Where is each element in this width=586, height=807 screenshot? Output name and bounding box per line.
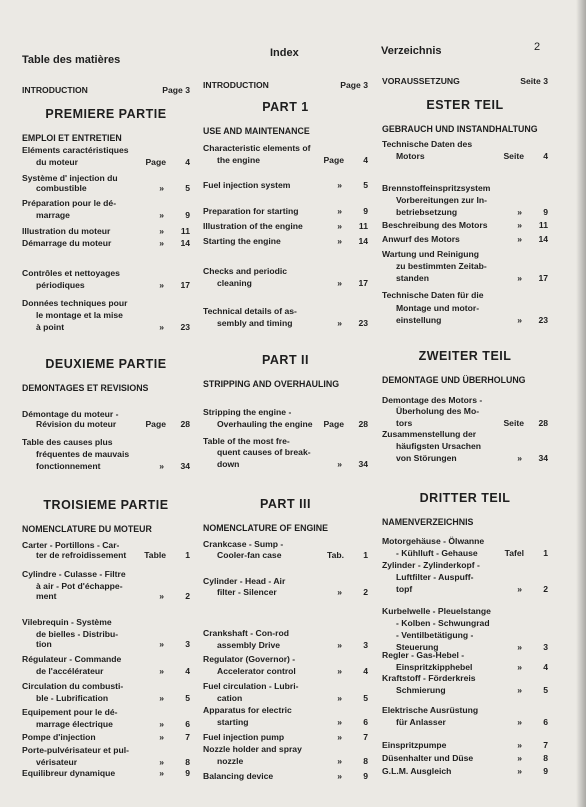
entry-page: 28 [538,418,548,428]
entry-line: Cylindre - Culasse - Filtre [22,569,126,579]
entry-marker: » [337,459,342,469]
entry-line: Préparation pour le dé- [22,198,117,208]
entry-marker: » [159,226,164,236]
entry-line: Carter - Portillons - Car- [22,540,120,550]
entry-line: Fuel injection system [203,180,291,190]
entry-line: Equilibreur dynamique [22,768,116,778]
entry-line: - Ventilbetätigung - [396,630,474,640]
entry-line: starting [217,717,249,727]
entry-marker: » [159,693,164,703]
entry-page: 9 [185,210,190,220]
entry-line: topf [396,584,413,594]
page-edge-shadow [576,0,586,807]
entry-line: Luftfilter - Auspuff- [396,572,474,582]
entry-marker: Page [145,157,166,167]
entry-line: marrage électrique [36,719,113,729]
entry-line: Kurbelwelle - Pleuelstange [382,606,491,616]
entry-marker: » [159,280,164,290]
entry-page: 1 [185,550,190,560]
entry-line: de l'accélérateur [36,666,104,676]
entry-line: Stripping the engine - [203,407,292,417]
entry-line: Contrôles et nettoyages [22,268,120,278]
part-subtitle: NAMENVERZEICHNIS [382,517,474,527]
entry-line: Motors [396,151,425,161]
entry-marker: » [337,666,342,676]
entry-line: ment [36,591,57,601]
entry-marker: » [159,461,164,471]
entry-line: Vorbereitungen zur In- [396,195,488,205]
entry-line: Circulation du combusti- [22,681,124,691]
entry-line: Preparation for starting [203,206,299,216]
entry-line: Einspritzkipphebel [396,662,473,672]
entry-marker: » [159,732,164,742]
entry-page: 2 [185,591,190,601]
part-title: PART 1 [262,100,309,114]
entry-line: Regler - Gas-Hebel - [382,650,465,660]
entry-page: 3 [185,639,190,649]
entry-marker: » [517,453,522,463]
entry-page: 4 [363,155,368,165]
intro-page: Page 3 [340,80,368,90]
entry-line: cleaning [217,278,252,288]
entry-page: 34 [358,459,368,469]
entry-marker: » [337,732,342,742]
entry-marker: » [337,587,342,597]
entry-page: 1 [543,548,548,558]
intro-label: INTRODUCTION [22,85,88,95]
entry-page: 5 [185,693,190,703]
entry-page: 3 [543,642,548,652]
entry-marker: » [517,207,522,217]
entry-line: nozzle [217,756,244,766]
header-french: Table des matières [22,54,121,66]
entry-line: Technical details of as- [203,306,297,316]
entry-page: 5 [185,183,190,193]
entry-line: à air - Pot d'échappe- [36,581,123,591]
entry-line: périodiques [36,280,85,290]
entry-marker: Page [145,419,166,429]
entry-page: 5 [363,180,368,190]
entry-page: 2 [543,584,548,594]
entry-marker: » [517,642,522,652]
entry-line: Révision du moteur [36,419,117,429]
entry-line: Apparatus for electric [203,705,292,715]
entry-line: Pompe d'injection [22,732,96,742]
part-title: PART II [261,353,310,367]
entry-marker: » [337,693,342,703]
entry-line: filter - Silencer [217,587,277,597]
entry-page: 4 [185,157,190,167]
entry-line: Einspritzpumpe [382,740,447,750]
entry-marker: » [337,206,342,216]
entry-line: quent causes of break- [217,447,311,457]
entry-page: 4 [185,666,190,676]
part-title: PREMIERE PARTIE [45,107,167,121]
entry-line: Cylinder - Head - Air [203,576,286,586]
entry-marker: » [159,666,164,676]
entry-line: Düsenhalter und Düse [382,753,474,763]
entry-page: 23 [358,318,368,328]
entry-marker: » [517,234,522,244]
entry-line: ter de refroidissement [36,550,127,560]
entry-marker: Seite [503,151,524,161]
entry-marker: » [159,183,164,193]
entry-page: 4 [543,662,548,672]
entry-line: Starting the engine [203,236,281,246]
entry-line: zu bestimmten Zeitab- [396,261,487,271]
intro-page: Seite 3 [520,76,548,86]
entry-page: 11 [538,220,548,230]
part-title: ESTER TEIL [426,98,504,112]
entry-page: 9 [543,207,548,217]
entry-line: Checks and periodic [203,266,288,276]
entry-line: Characteristic elements of [203,143,311,153]
entry-line: betriebsetzung [396,207,458,217]
entry-page: 2 [363,587,368,597]
entry-page: 5 [543,685,548,695]
entry-page: 6 [185,719,190,729]
entry-page: 9 [363,771,368,781]
entry-line: Equipement pour le dé- [22,707,118,717]
entry-line: tion [36,639,52,649]
entry-page: 7 [363,732,368,742]
entry-line: Beschreibung des Motors [382,220,488,230]
header-english: Index [270,47,299,59]
part-subtitle: DEMONTAGES ET REVISIONS [22,383,149,393]
entry-page: 23 [538,315,548,325]
entry-line: Elektrische Ausrüstung [382,705,479,715]
entry-page: 17 [180,280,190,290]
entry-marker: » [159,591,164,601]
entry-page: 6 [363,717,368,727]
entry-line: Illustration du moteur [22,226,111,236]
entry-page: 9 [185,768,190,778]
entry-marker: » [517,662,522,672]
entry-line: - Kolben - Schwungrad [396,618,490,628]
part-subtitle: DEMONTAGE UND ÜBERHOLUNG [382,375,526,385]
entry-page: 14 [358,236,368,246]
entry-page: 14 [538,234,548,244]
entry-line: the engine [217,155,260,165]
entry-line: le montage et la mise [36,310,123,320]
entry-marker: » [517,740,522,750]
entry-line: à point [36,322,65,332]
entry-marker: Page [323,419,344,429]
entry-marker: » [517,753,522,763]
entry-page: 9 [543,766,548,776]
intro-label: INTRODUCTION [203,80,269,90]
entry-line: Technische Daten für die [382,290,484,300]
entry-line: Motorgehäuse - Ölwanne [382,536,485,546]
entry-line: G.L.M. Ausgleich [382,766,452,776]
entry-line: ble - Lubrification [36,693,109,703]
entry-marker: » [159,639,164,649]
entry-line: Demontage des Motors - [382,395,483,405]
entry-line: Porte-pulvérisateur et pul- [22,745,129,755]
entry-page: 4 [543,151,548,161]
entry-page: 17 [358,278,368,288]
entry-line: Balancing device [203,771,274,781]
entry-line: Fuel injection pump [203,732,285,742]
entry-line: einstellung [396,315,442,325]
entry-line: tors [396,418,413,428]
entry-marker: » [159,757,164,767]
part-subtitle: NOMENCLATURE OF ENGINE [203,523,328,533]
entry-line: Zusammenstellung der [382,429,477,439]
entry-line: Anwurf des Motors [382,234,460,244]
entry-line: Steuerung [396,642,439,652]
entry-line: Démontage du moteur - [22,409,119,419]
entry-line: marrage [36,210,70,220]
entry-marker: » [517,273,522,283]
entry-marker: » [159,719,164,729]
entry-page: 8 [185,757,190,767]
entry-line: Vilebrequin - Système [22,617,112,627]
entry-marker: » [337,180,342,190]
entry-line: Überholung des Mo- [396,406,480,416]
part-subtitle: USE AND MAINTENANCE [203,126,310,136]
entry-line: Technische Daten des [382,139,473,149]
entry-page: 11 [358,221,368,231]
entry-marker: » [337,221,342,231]
entry-marker: » [337,318,342,328]
entry-marker: Page [323,155,344,165]
entry-page: 17 [538,273,548,283]
entry-line: vérisateur [36,757,78,767]
entry-line: down [217,459,240,469]
entry-marker: » [517,220,522,230]
entry-line: standen [396,273,429,283]
entry-line: Crankshaft - Con-rod [203,628,289,638]
entry-line: Accelerator control [217,666,296,676]
entry-marker: » [517,584,522,594]
entry-line: Zylinder - Zylinderkopf - [382,560,480,570]
entry-marker: » [159,322,164,332]
intro-page: Page 3 [162,85,190,95]
entry-line: Kraftstoff - Förderkreis [382,673,476,683]
part-title: DRITTER TEIL [419,491,511,505]
entry-page: 28 [180,419,190,429]
entry-line: de bielles - Distribu- [36,629,119,639]
entry-page: 3 [363,640,368,650]
entry-marker: » [337,717,342,727]
entry-line: combustible [36,183,87,193]
header-german: Verzeichnis [381,45,442,57]
part-title: ZWEITER TEIL [418,349,512,363]
entry-marker: » [159,768,164,778]
entry-line: cation [217,693,243,703]
entry-line: Table of the most fre- [203,436,290,446]
entry-line: du moteur [36,157,79,167]
entry-page: 28 [358,419,368,429]
entry-marker: » [337,640,342,650]
entry-page: 9 [363,206,368,216]
entry-line: häufigsten Ursachen [396,441,482,451]
entry-line: Regulator (Governor) - [203,654,296,664]
entry-page: 4 [363,666,368,676]
entry-line: Données techniques pour [22,298,128,308]
part-subtitle: STRIPPING AND OVERHAULING [203,379,340,389]
entry-line: Schmierung [396,685,446,695]
entry-marker: » [517,717,522,727]
entry-marker: » [159,238,164,248]
entry-marker: Tafel [504,548,524,558]
entry-line: Nozzle holder and spray [203,744,302,754]
entry-line: Crankcase - Sump - [203,539,284,549]
entry-line: Montage und motor- [396,303,480,313]
page-number: 2 [534,41,541,53]
entry-marker: » [517,766,522,776]
entry-marker: Table [144,550,166,560]
part-subtitle: EMPLOI ET ENTRETIEN [22,133,122,143]
part-title: TROISIEME PARTIE [43,498,169,512]
entry-line: Régulateur - Commande [22,654,122,664]
entry-page: 34 [538,453,548,463]
entry-page: 5 [363,693,368,703]
entry-line: Eléments caractéristiques [22,145,129,155]
entry-page: 8 [363,756,368,766]
entry-marker: Tab. [326,550,344,560]
entry-line: Système d' injection du [22,173,118,183]
entry-page: 23 [180,322,190,332]
intro-label: VORAUSSETZUNG [382,76,460,86]
entry-line: sembly and timing [217,318,293,328]
part-subtitle: NOMENCLATURE DU MOTEUR [22,524,152,534]
entry-page: 14 [180,238,190,248]
entry-marker: » [517,685,522,695]
entry-line: von Störungen [396,453,457,463]
part-subtitle: GEBRAUCH UND INSTANDHALTUNG [382,124,538,134]
entry-page: 34 [180,461,190,471]
entry-line: assembly Drive [217,640,281,650]
entry-line: Overhauling the engine [217,419,313,429]
part-title: DEUXIEME PARTIE [45,357,167,371]
entry-page: 7 [543,740,548,750]
entry-marker: » [159,210,164,220]
entry-marker: » [337,771,342,781]
entry-line: fréquentes de mauvais [36,449,130,459]
entry-marker: » [337,756,342,766]
entry-page: 1 [363,550,368,560]
entry-page: 8 [543,753,548,763]
entry-line: - Kühlluft - Gehause [396,548,478,558]
entry-page: 7 [185,732,190,742]
entry-marker: Seite [503,418,524,428]
entry-line: für Anlasser [396,717,446,727]
entry-page: 11 [180,226,190,236]
entry-line: Démarrage du moteur [22,238,112,248]
entry-line: Brennstoffeinspritzsystem [382,183,491,193]
part-title: PART III [260,497,311,511]
entry-line: Wartung und Reinigung [382,249,480,259]
entry-line: fonctionnement [36,461,101,471]
entry-marker: » [337,236,342,246]
entry-marker: » [517,315,522,325]
entry-line: Cooler-fan case [217,550,282,560]
entry-page: 6 [543,717,548,727]
entry-line: Fuel circulation - Lubri- [203,681,299,691]
entry-line: Table des causes plus [22,437,113,447]
entry-line: Illustration of the engine [203,221,303,231]
entry-marker: » [337,278,342,288]
